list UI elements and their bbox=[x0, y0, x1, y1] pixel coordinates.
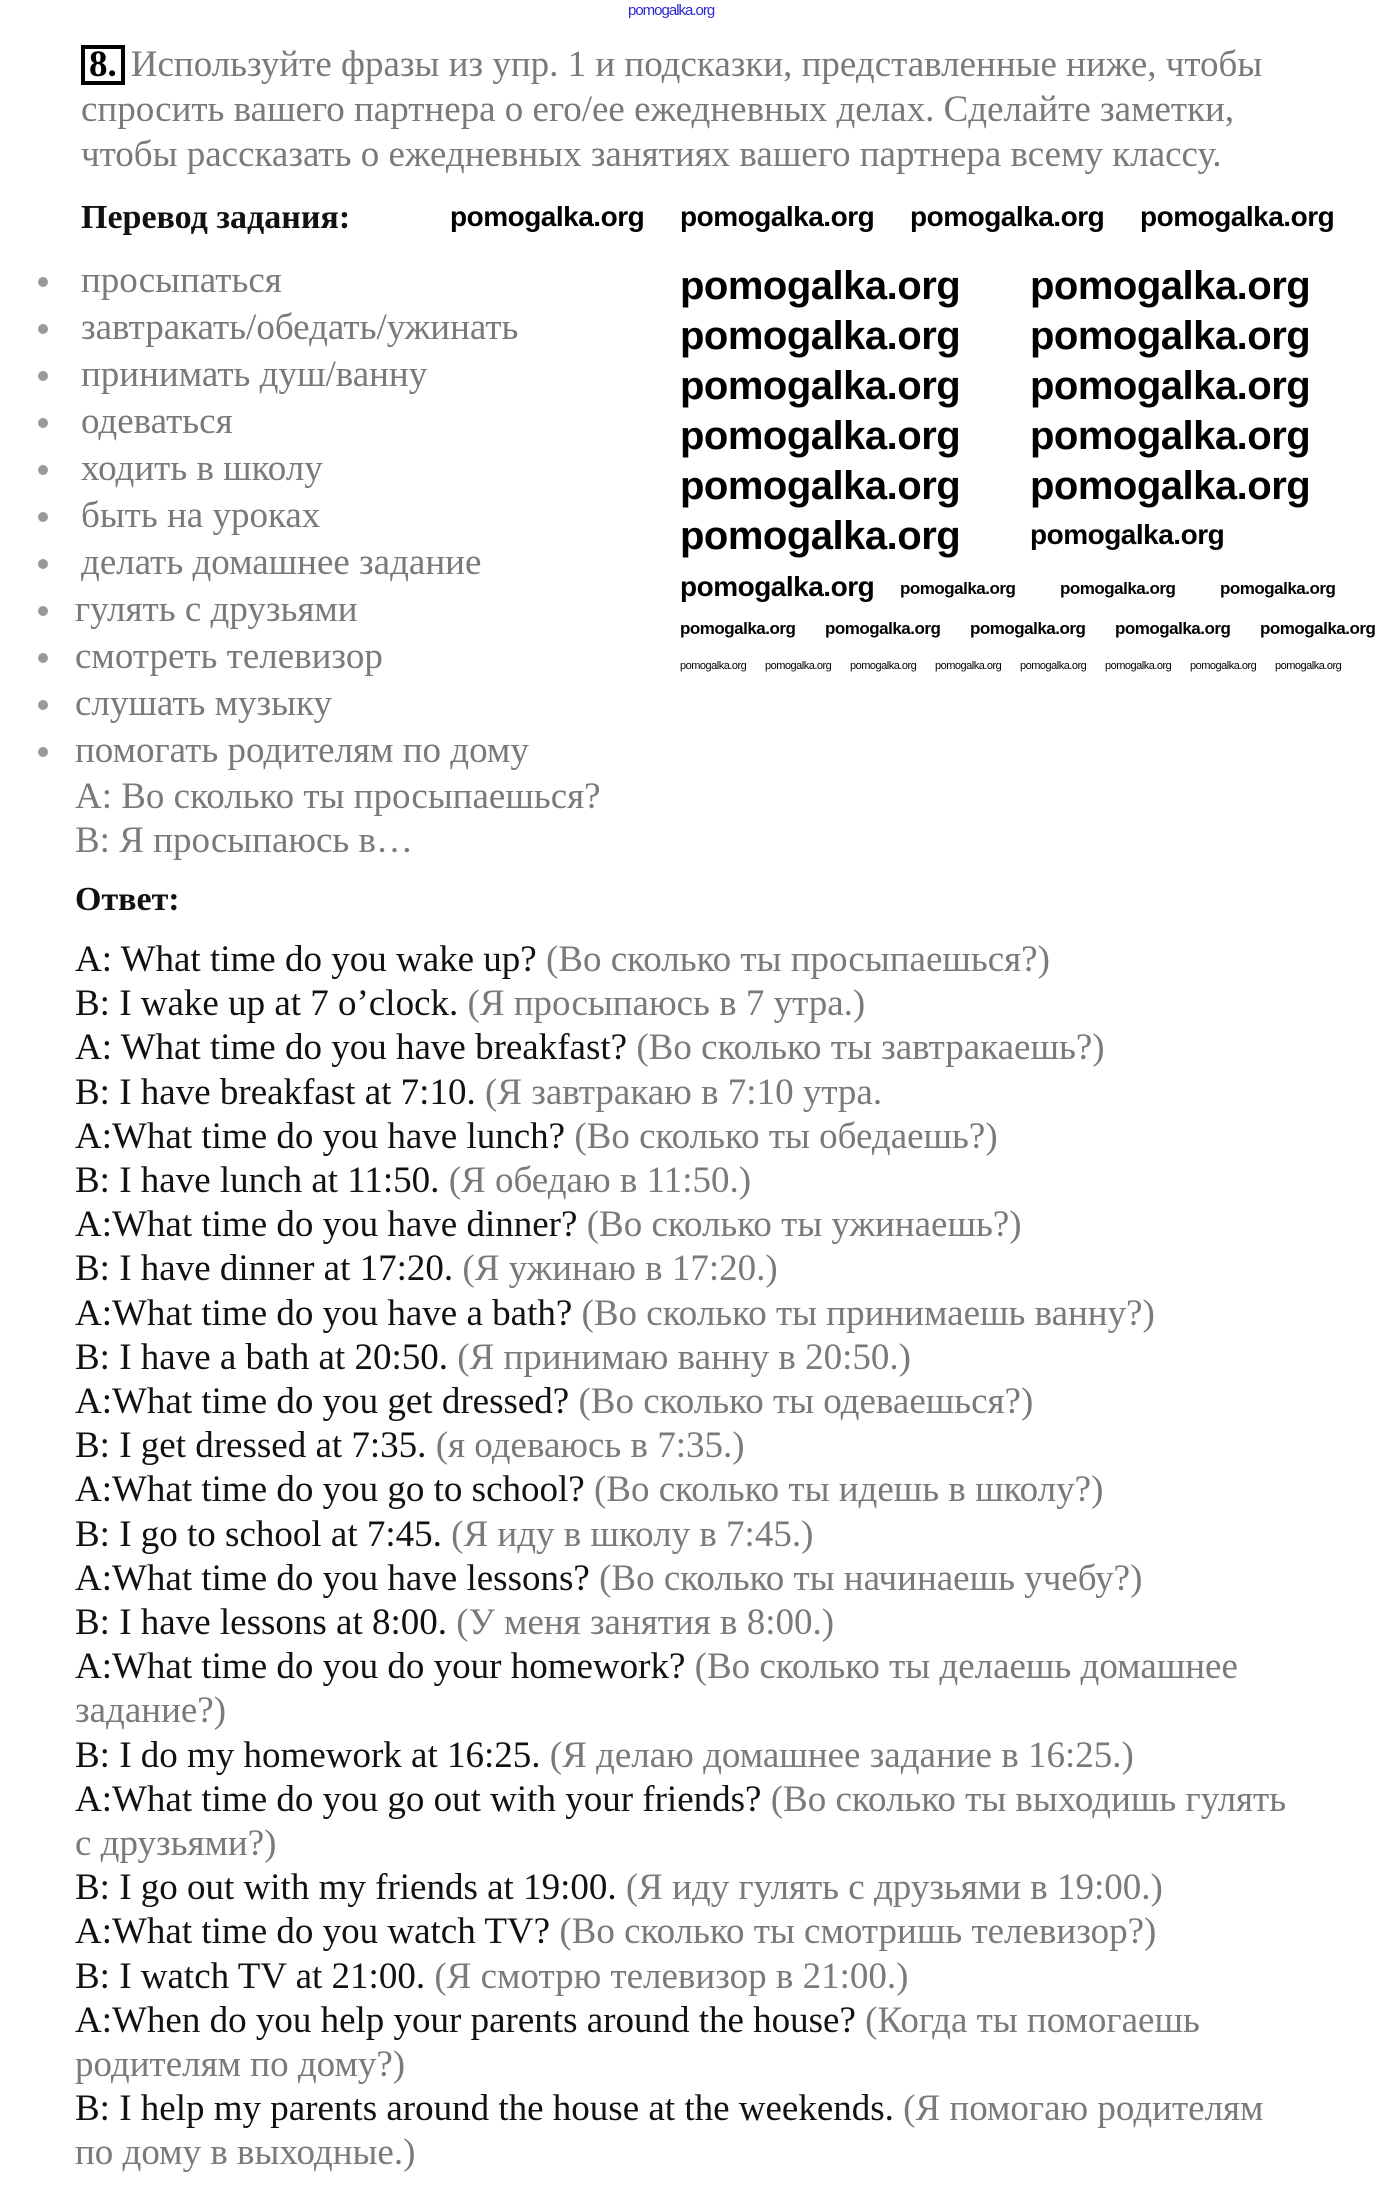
answer-line bbox=[75, 1381, 1033, 1423]
watermark-text: pomogalka.org bbox=[1115, 619, 1231, 638]
task-line bbox=[81, 44, 1262, 86]
answer-line bbox=[75, 2000, 1200, 2042]
answer-line bbox=[75, 1779, 1286, 1821]
answer-line bbox=[75, 1027, 1105, 1069]
answer-russian: (Во сколько ты смотришь телевизор?) bbox=[550, 1911, 1157, 1953]
watermark-text: pomogalka.org bbox=[1030, 364, 1311, 408]
answer-russian: (Я ужинаю в 17:20.) bbox=[453, 1248, 778, 1290]
answer-line bbox=[75, 1735, 1134, 1777]
watermark-text: pomogalka.org bbox=[850, 660, 917, 672]
hint-item: помогать родителям по дому bbox=[75, 730, 529, 771]
answer-english: A:What time do you go out with your friends? bbox=[75, 1778, 762, 1820]
answer-line bbox=[75, 1823, 276, 1865]
answer-english: B: I have lunch at 11:50. bbox=[75, 1160, 440, 1201]
bullet-icon bbox=[38, 653, 48, 663]
answer-english: A:What time do you go to school? bbox=[75, 1469, 585, 1511]
answer-line bbox=[75, 983, 865, 1025]
answer-english: A:When do you help your parents around the house? bbox=[75, 1999, 856, 2041]
answer-russian: (Я смотрю телевизор в 21:00.) bbox=[425, 1955, 909, 1997]
task-line-text: спросить вашего партнера о его/ее ежедневных делах. Сделайте заметки, bbox=[81, 89, 1235, 130]
watermark-text: pomogalka.org bbox=[1020, 660, 1087, 672]
answer-english: B: I watch TV at 21:00. bbox=[75, 1955, 426, 1997]
watermark-text: pomogalka.org bbox=[680, 514, 961, 558]
answer-russian: родителям по дому?) bbox=[75, 2044, 406, 2085]
hint-item: одеваться bbox=[81, 401, 233, 442]
watermark-text: pomogalka.org bbox=[1030, 414, 1311, 458]
answer-russian: (Во сколько ты принимаешь ванну?) bbox=[572, 1292, 1155, 1334]
watermark-text: pomogalka.org bbox=[680, 464, 961, 508]
watermark-text: pomogalka.org bbox=[970, 619, 1086, 638]
answer-english: A:What time do you get dressed? bbox=[75, 1381, 570, 1422]
answer-line bbox=[75, 1602, 834, 1644]
answer-english: B: I get dressed at 7:35. bbox=[75, 1425, 427, 1467]
answer-russian: (Я принимаю ванну в 20:50.) bbox=[447, 1336, 911, 1378]
watermark-text: pomogalka.org bbox=[680, 571, 875, 602]
answer-russian: (Во сколько ты идешь в школу?) bbox=[584, 1469, 1104, 1511]
hint-item: завтракать/обедать/ужинать bbox=[81, 307, 519, 348]
watermark-text: pomogalka.org bbox=[680, 264, 961, 308]
watermark-text: pomogalka.org bbox=[935, 660, 1002, 672]
answer-english: B: I go to school at 7:45. bbox=[75, 1513, 442, 1555]
answer-line bbox=[75, 1911, 1156, 1953]
task-line bbox=[81, 89, 1234, 131]
task-line bbox=[81, 134, 1222, 176]
answer-russian: задание?) bbox=[75, 1690, 227, 1732]
answer-russian: (Я завтракаю в 7:10 утра. bbox=[475, 1071, 883, 1113]
hint-item: просыпаться bbox=[81, 260, 282, 301]
hint-item: гулять с друзьями bbox=[75, 589, 358, 630]
answer-russian: (Во сколько ты делаешь домашнее bbox=[685, 1646, 1238, 1688]
answer-line bbox=[75, 1646, 1238, 1688]
answer-russian: (Я иду в школу в 7:45.) bbox=[441, 1513, 814, 1555]
watermark-text: pomogalka.org bbox=[1260, 619, 1376, 638]
answer-english: B: I have breakfast at 7:10. bbox=[75, 1071, 476, 1113]
answer-english: B: I wake up at 7 o’clock. bbox=[75, 983, 459, 1025]
answer-english: B: I have a bath at 20:50. bbox=[75, 1336, 448, 1378]
answer-line bbox=[75, 1690, 226, 1732]
hint-item: делать домашнее задание bbox=[81, 542, 482, 583]
answer-russian: (Когда ты помогаешь bbox=[855, 1999, 1200, 2041]
answer-english: A: What time do you wake up? bbox=[75, 939, 537, 980]
hint-item: ходить в школу bbox=[81, 448, 323, 489]
watermark-text: pomogalka.org bbox=[765, 660, 832, 672]
answer-heading: Ответ: bbox=[75, 881, 180, 918]
watermark-text: pomogalka.org bbox=[1030, 264, 1311, 308]
watermark-text: pomogalka.org bbox=[680, 201, 875, 232]
answer-line bbox=[75, 939, 1050, 981]
site-watermark-top: pomogalka.org bbox=[628, 2, 715, 19]
answer-russian: (Я делаю домашнее задание в 16:25.) bbox=[540, 1734, 1134, 1776]
answer-russian: (Я иду гулять с друзьями в 19:00.) bbox=[616, 1867, 1163, 1909]
answer-english: B: I have lessons at 8:00. bbox=[75, 1602, 448, 1643]
bullet-icon bbox=[38, 371, 48, 381]
watermark-text: pomogalka.org bbox=[1275, 660, 1342, 672]
watermark-text: pomogalka.org bbox=[1030, 464, 1311, 508]
watermark-text: pomogalka.org bbox=[825, 619, 941, 638]
answer-english: A: What time do you have breakfast? bbox=[75, 1027, 628, 1069]
task-line-text: чтобы рассказать о ежедневных занятиях вашего партнера всему классу. bbox=[81, 134, 1222, 175]
answer-line bbox=[75, 1514, 813, 1556]
watermark-text: pomogalka.org bbox=[680, 619, 796, 638]
answer-english: A:What time do you have a bath? bbox=[75, 1292, 573, 1334]
answer-russian: (Во сколько ты просыпаешься?) bbox=[536, 939, 1050, 980]
exercise-number: 8. bbox=[81, 45, 125, 85]
answer-russian: (Во сколько ты завтракаешь?) bbox=[627, 1027, 1105, 1069]
watermark-text: pomogalka.org bbox=[900, 579, 1016, 598]
answer-line bbox=[75, 2044, 405, 2086]
bullet-icon bbox=[38, 324, 48, 334]
answer-line bbox=[75, 1116, 998, 1158]
watermark-text: pomogalka.org bbox=[1105, 660, 1172, 672]
task-line-text: Используйте фразы из упр. 1 и подсказки, представленные ниже, чтобы bbox=[130, 44, 1263, 85]
watermark-text: pomogalka.org bbox=[450, 201, 645, 232]
hint-item: смотреть телевизор bbox=[75, 636, 383, 677]
bullet-icon bbox=[38, 747, 48, 757]
watermark-text: pomogalka.org bbox=[910, 201, 1105, 232]
answer-russian: (Во сколько ты выходишь гулять bbox=[761, 1778, 1287, 1820]
answer-russian: с друзьями?) bbox=[75, 1823, 277, 1864]
answer-line bbox=[75, 1956, 908, 1998]
watermark-text: pomogalka.org bbox=[1060, 579, 1176, 598]
watermark-text: pomogalka.org bbox=[680, 314, 961, 358]
answer-line bbox=[75, 1469, 1103, 1511]
answer-line bbox=[75, 1248, 778, 1290]
bullet-icon bbox=[38, 465, 48, 475]
example-line: A: Во сколько ты просыпаешься? bbox=[75, 776, 601, 817]
answer-russian: (Во сколько ты начинаешь учебу?) bbox=[589, 1557, 1143, 1599]
answer-english: B: I do my homework at 16:25. bbox=[75, 1734, 541, 1776]
watermark-text: pomogalka.org bbox=[1140, 201, 1335, 232]
hint-item: принимать душ/ванну bbox=[81, 354, 428, 395]
answer-english: A:What time do you watch TV? bbox=[75, 1911, 551, 1953]
watermark-text: pomogalka.org bbox=[680, 364, 961, 408]
bullet-icon bbox=[38, 606, 48, 616]
answer-english: B: I have dinner at 17:20. bbox=[75, 1248, 454, 1290]
answer-line bbox=[75, 1425, 745, 1467]
hint-item: слушать музыку bbox=[75, 683, 332, 724]
answer-line bbox=[75, 2088, 1263, 2130]
answer-line bbox=[75, 1558, 1142, 1600]
answer-russian: по дому в выходные.) bbox=[75, 2132, 416, 2174]
answer-english: A:What time do you have dinner? bbox=[75, 1204, 578, 1246]
answer-russian: (я одеваюсь в 7:35.) bbox=[426, 1425, 745, 1467]
answer-line bbox=[75, 2132, 415, 2174]
answer-russian: (Я обедаю в 11:50.) bbox=[439, 1160, 752, 1201]
answer-russian: (У меня занятия в 8:00.) bbox=[447, 1602, 835, 1643]
watermark-text: pomogalka.org bbox=[1190, 660, 1257, 672]
answer-line bbox=[75, 1337, 911, 1379]
answer-russian: (Во сколько ты обедаешь?) bbox=[565, 1115, 998, 1157]
example-line: B: Я просыпаюсь в… bbox=[75, 820, 414, 861]
answer-line bbox=[75, 1867, 1163, 1909]
bullet-icon bbox=[38, 277, 48, 287]
bullet-icon bbox=[38, 559, 48, 569]
answer-english: A:What time do you do your homework? bbox=[75, 1646, 686, 1688]
watermark-text: pomogalka.org bbox=[1030, 519, 1225, 550]
answer-russian: (Во сколько ты ужинаешь?) bbox=[577, 1204, 1022, 1246]
watermark-text: pomogalka.org bbox=[680, 414, 961, 458]
answer-line bbox=[75, 1204, 1022, 1246]
answer-english: A:What time do you have lessons? bbox=[75, 1557, 590, 1599]
hint-item: быть на уроках bbox=[81, 495, 321, 536]
answer-line bbox=[75, 1072, 882, 1114]
watermark-text: pomogalka.org bbox=[680, 660, 747, 672]
answer-russian: (Во сколько ты одеваешься?) bbox=[569, 1381, 1034, 1422]
bullet-icon bbox=[38, 512, 48, 522]
watermark-text: pomogalka.org bbox=[1030, 314, 1311, 358]
answer-english: A:What time do you have lunch? bbox=[75, 1115, 566, 1157]
answer-english: B: I help my parents around the house at the weekends. bbox=[75, 2088, 894, 2130]
bullet-icon bbox=[38, 418, 48, 428]
answer-line bbox=[75, 1160, 751, 1202]
answer-line bbox=[75, 1293, 1155, 1335]
answer-russian: (Я помогаю родителям bbox=[893, 2088, 1264, 2130]
answer-english: B: I go out with my friends at 19:00. bbox=[75, 1867, 617, 1909]
watermark-text: pomogalka.org bbox=[1220, 579, 1336, 598]
answer-russian: (Я просыпаюсь в 7 утра.) bbox=[458, 983, 866, 1025]
bullet-icon bbox=[38, 700, 48, 710]
translation-heading: Перевод задания: bbox=[81, 199, 351, 236]
